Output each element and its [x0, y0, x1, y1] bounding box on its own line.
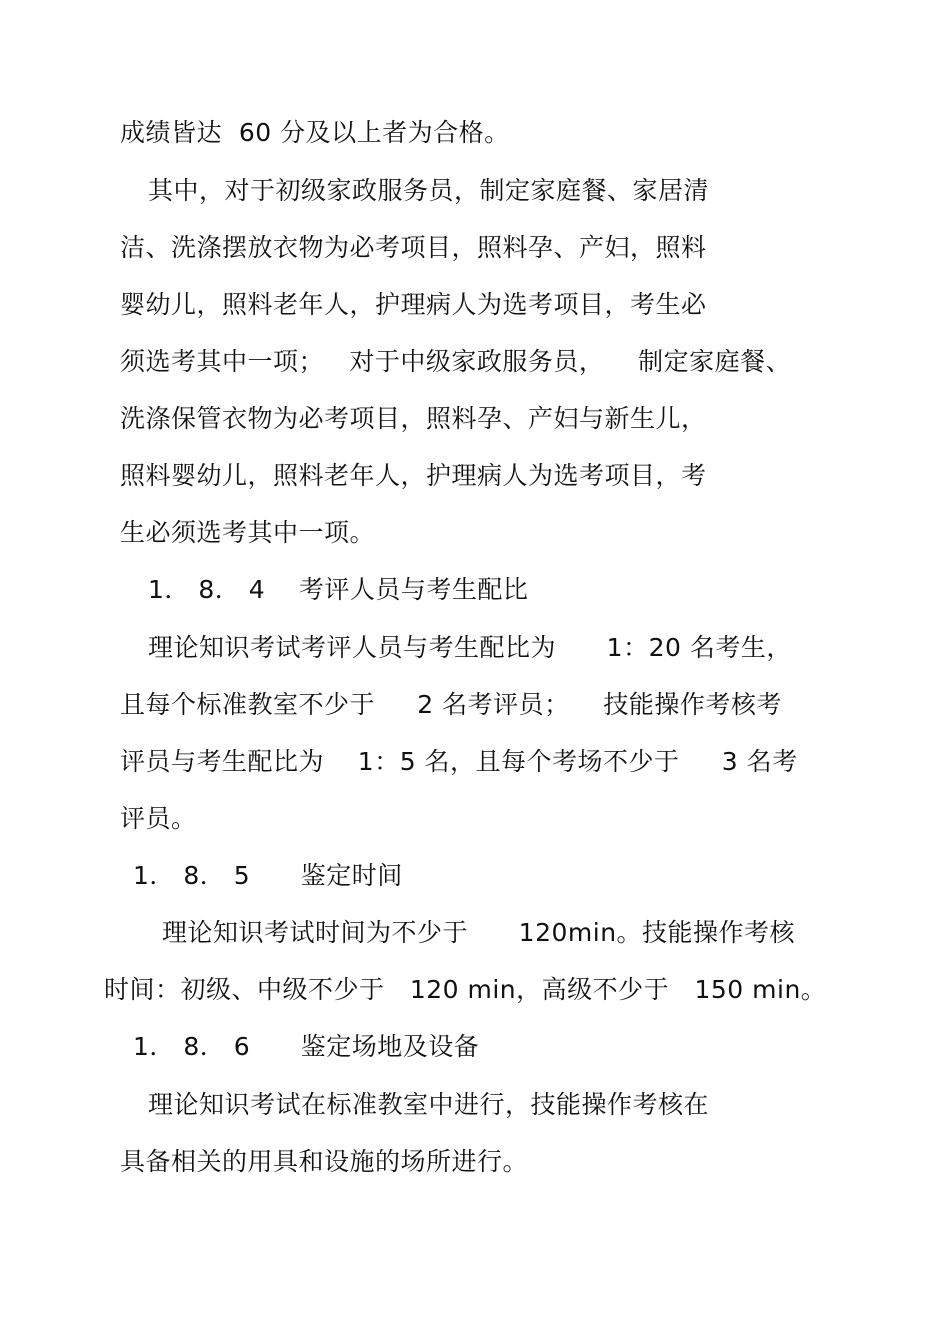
text-line: 婴幼儿，照料老年人，护理病人为选考项目，考生必 [120, 290, 707, 319]
text-line: 时间：初级、中级不少于 120 min，高级不少于 150 min。 [104, 975, 827, 1004]
text-line: 理论知识考试考评人员与考生配比为 1：20 名考生， [148, 633, 792, 662]
text-line: 且每个标准教室不少于 2 名考评员； 技能操作考核考 [120, 690, 782, 719]
text-line: 生必须选考其中一项。 [120, 518, 376, 547]
text-line: 须选考其中一项； 对于中级家政服务员， 制定家庭餐、 [120, 347, 792, 376]
text-line: 洗涤保管衣物为必考项目，照料孕、产妇与新生儿， [120, 404, 707, 433]
text-line: 评员。 [120, 804, 197, 833]
section-heading: 1． 8． 5 鉴定时间 [133, 861, 403, 890]
text-line: 理论知识考试在标准教室中进行，技能操作考核在 [148, 1090, 710, 1119]
text-line: 理论知识考试时间为不少于 120min。技能操作考核 [162, 918, 796, 947]
text-line: 其中，对于初级家政服务员，制定家庭餐、家居清 [148, 176, 710, 205]
text-line: 具备相关的用具和设施的场所进行。 [120, 1147, 529, 1176]
section-heading: 1． 8． 4 考评人员与考生配比 [148, 575, 529, 604]
text-line: 照料婴幼儿，照料老年人，护理病人为选考项目，考 [120, 461, 707, 490]
text-line: 评员与考生配比为 1：5 名，且每个考场不少于 3 名考 [120, 747, 798, 776]
text-line: 洁、洗涤摆放衣物为必考项目，照料孕、产妇，照料 [120, 233, 707, 262]
section-heading: 1． 8． 6 鉴定场地及设备 [133, 1032, 480, 1061]
text-line: 成绩皆达 60 分及以上者为合格。 [120, 118, 510, 147]
